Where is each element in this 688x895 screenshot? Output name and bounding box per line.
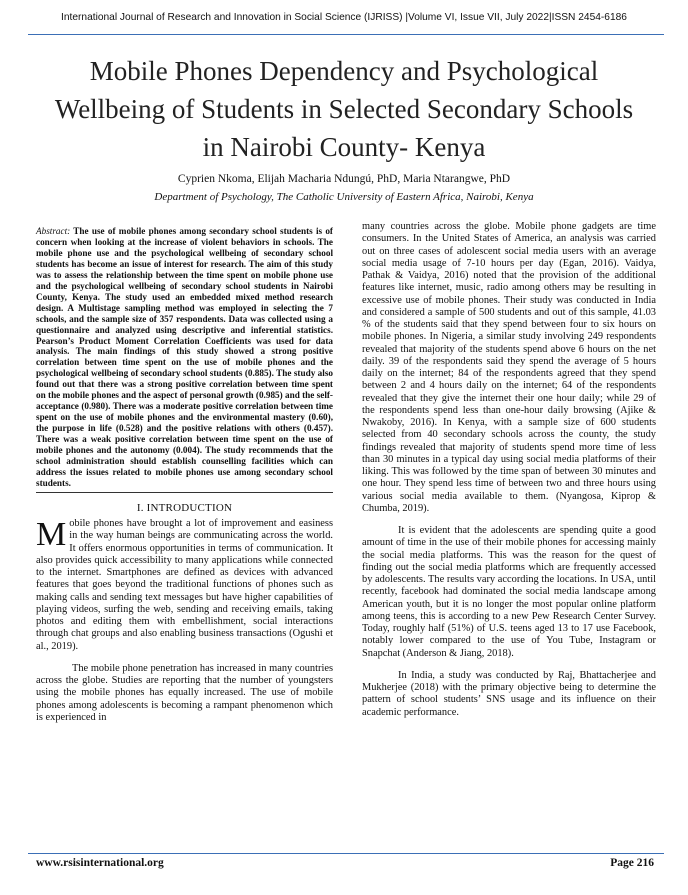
intro-paragraph-1-text: obile phones have brought a lot of improvement and easiness in the way human beings are communicating across the world. It offers enormous opportunities in terms of communication. It also provides quick accessibility to many applications while connected to the internet. Smartphones are defined as devices with advanced features that goes beyond the traditional functions of phones such as making calls and sending text messages but have higher capabilities of playing videos, surfing the web, sending and receiving emails, taking photos and editing them with embellishment, social interactions through chat groups and also enabling business transactions (Ogushi et al., 2019). <box>36 518 333 652</box>
authors: Cyprien Nkoma, Elijah Macharia Ndungú, PhD, Maria Ntarangwe, PhD <box>177 173 511 185</box>
footer-website: www.rsisinternational.org <box>36 857 164 869</box>
intro-paragraph-4: It is evident that the adolescents are spending quite a good amount of time in the use of their mobile phones for accessing mainly the social media platforms. This was the reason for the quest of finding out the social media platforms which are frequently accessed by adolescents. The results vary according the locations. In USA, until recently, facebook had dominated the social media landscape among American youth, but it is no longer the most popular online platform among teens, this is according to a new Pew Research Center Survey. Today, roughly half (51%) of U.S. teens aged 13 to 17 use Facebook, notably lower compared to the use of You Tube, Instagram or Snapchat (Anderson & Jiang, 2018). <box>362 525 656 659</box>
intro-paragraph-1 <box>36 518 333 653</box>
page-number: Page 216 <box>610 857 654 869</box>
paper-title <box>30 52 658 166</box>
intro-paragraph-3: many countries across the globe. Mobile phone gadgets are time consumers. In the United States of America, an analysis was carried out on three cases of adolescent social media users with an average social media usage of 7-10 hours per day (Egan, 2016). Vaidya, Pathak & Vaidya, 2016) noted that the provision of the additional features like internet, music, radio among others may be resulting in excessive use of mobile phones. Their study was conducted in India and considered a sample of 500 students and out of this sample, 41.03 % of the students said that they spend between four to six hours on mobile phones. In Nigeria, a similar study involving 249 respondents revealed that majority of the students spend above 6 hours on the net daily. 39 of the respondents said they spend the average of 5 hours daily on the internet; 84 of the respondents agreed that they spend between 2 and 4 hours daily on the internet; 64 of the respondents revealed that they give the internet their one hour daily; while 29 of the respondents spend less than one-hour daily browsing (Ajike & Nwakoby, 2016). In Kenya, with a sample size of 600 students selected from 40 secondary schools across the county, the study findings revealed that majority of students spend more time of less than 30 minutes in a typical day using social media platforms of their liking. This was followed by the time span of between 30 minutes and one hour. They spend less time of between two and three hours using various social media available to them. (Nyangosa, Kiprop & Chumba, 2019). <box>362 221 656 514</box>
right-column <box>362 221 656 719</box>
abstract-label: Abstract: <box>36 226 71 236</box>
header-rule <box>28 34 664 35</box>
title-line: Wellbeing of Students in Selected Secondary Schools <box>54 94 634 124</box>
intro-paragraph-5: In India, a study was conducted by Raj, Bhattacherjee and Mukherjee (2018) with the primary objective being to determine the pattern of school students’ SNS usage and its influence on their academic performance. <box>362 669 656 718</box>
affiliation: Department of Psychology, The Catholic University of Eastern Africa, Nairobi, Kenya <box>154 191 534 203</box>
title-line: in Nairobi County- Kenya <box>202 132 486 162</box>
abstract-text: The use of mobile phones among secondary school students is of concern when looking at the increase of violent behaviors in schools. The mobile phone use and the psychological wellbeing of secondary school students has become an issue of interest for research. The aim of this study was to assess the relationship between the time spent on mobile phone use and the psychological wellbeing of secondary school students in Nairobi County, Kenya. The study used an embedded mixed method research design. A Multistage sampling method was employed in selecting the 7 schools, and the sample size of 357 respondents. Data was collected using a questionnaire and analyzed using descriptive and inferential statistics. Pearson’s Product Moment Correlation Coefficients was used for data analysis. The main findings of this study showed a strong positive correlation between time spent on the use of mobile phones and the psychological wellbeing of secondary school students (0.885). The study also found out that there was a strong positive correlation between time spent on the mobile phones and the aspect of personal growth (0.985) and the self-acceptance (0.980). There was a moderate positive correlation between time spent on the use of mobile phones and the environmental mastery (0.60), the purpose in life (0.528) and the positive relations with others (0.457). There was a weak positive correlation between time spent on the use of mobile phones and the autonomy (0.004). The study recommends that the school administration should establish counselling facilities which can address the issues related to mobile phones use among secondary school students. <box>36 226 333 488</box>
left-column <box>36 226 333 724</box>
journal-header: International Journal of Research and Innovation in Social Science (IJRISS) |Volume VI, Issue VII, July 2022|ISSN 2454-6186 <box>61 12 627 23</box>
abstract <box>36 226 333 489</box>
section-heading: I. INTRODUCTION <box>136 501 233 514</box>
drop-cap: M <box>36 516 67 554</box>
abstract-divider <box>36 492 333 493</box>
footer-rule <box>28 853 664 854</box>
title-line: Mobile Phones Dependency and Psychological <box>89 56 599 86</box>
intro-paragraph-2: The mobile phone penetration has increased in many countries across the globe. Studies are reporting that the number of youngsters using the mobile phones has equally increased. The use of mobile phones among adolescents is becoming a rampant phenomenon which is experienced in <box>36 662 333 723</box>
